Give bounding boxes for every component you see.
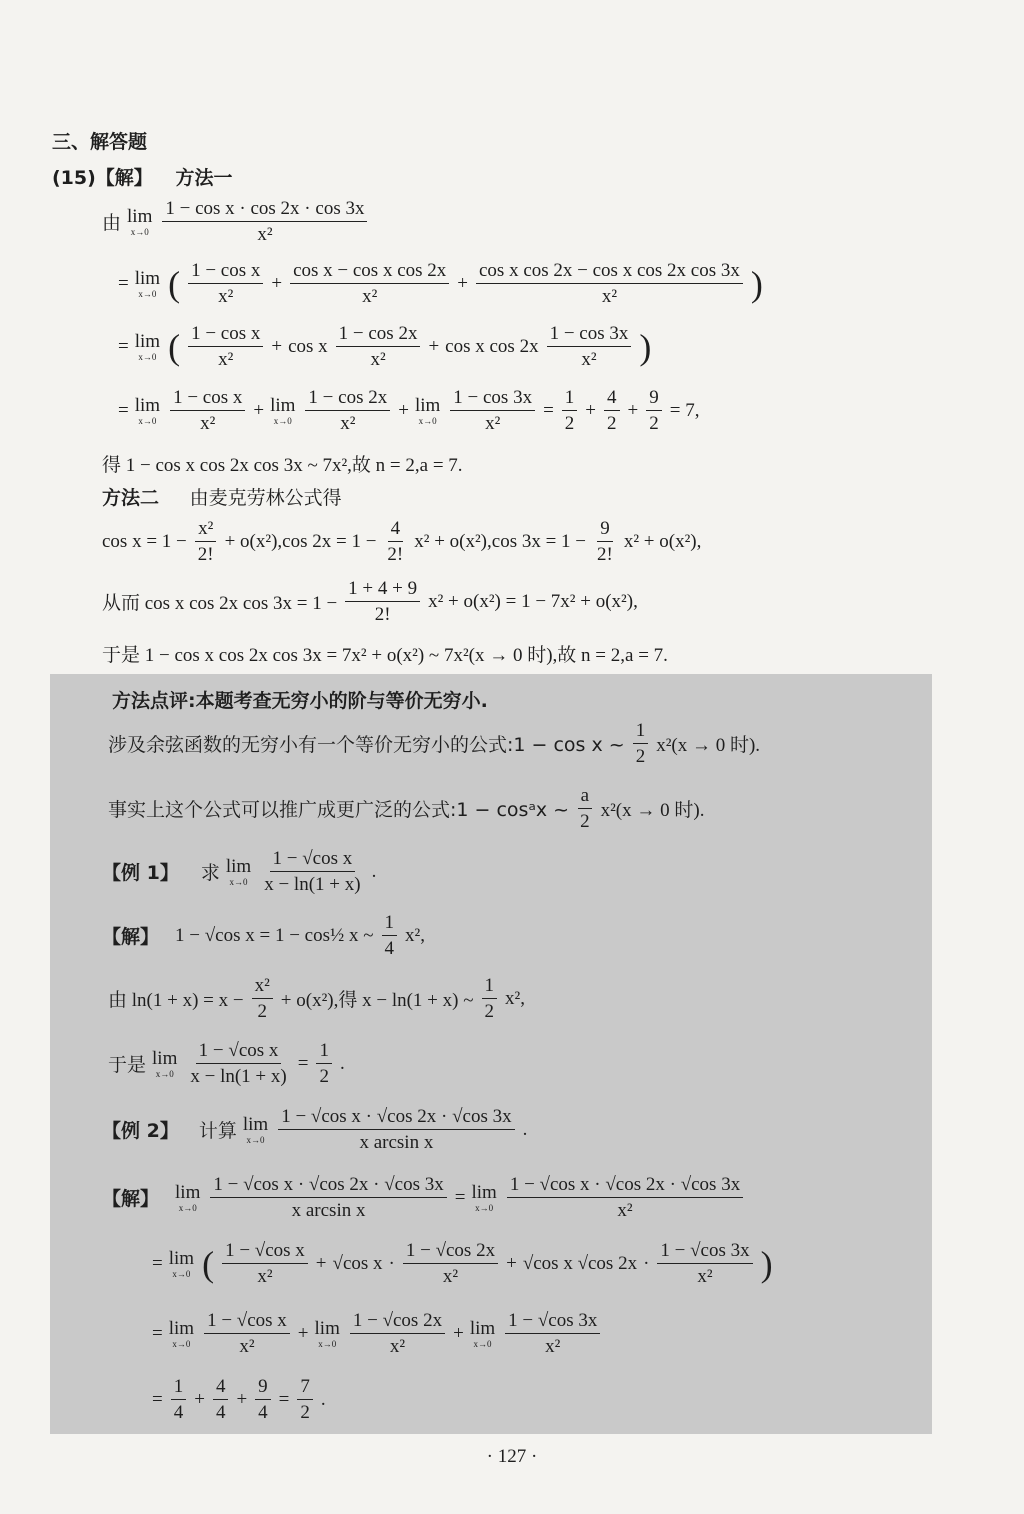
lim: [243, 1115, 268, 1145]
conclusion-1: 得 1 − cos x cos 2x cos 3x ~ 7x²,故 n = 2,a = 7.: [102, 455, 463, 476]
math-text: x² + o(x²) = 1 − 7x² + o(x²),: [428, 590, 638, 612]
math-text: x→0: [172, 1338, 191, 1349]
math-text: +: [627, 399, 639, 421]
fraction: [316, 1040, 332, 1088]
fraction: [210, 1174, 446, 1222]
math-text: 1: [562, 387, 578, 411]
fraction: [195, 518, 217, 566]
lim: [470, 1319, 495, 1349]
lim: [135, 332, 160, 362]
example-1: [102, 848, 376, 896]
math-text: 【解】: [102, 1188, 160, 1211]
math-text: 计算: [198, 1120, 237, 1143]
math-text: lim: [225, 855, 252, 877]
eq-line-2: [118, 260, 763, 308]
math-text: x→0: [273, 415, 292, 426]
congr-line: [102, 578, 638, 626]
math-text: 2: [319, 1065, 329, 1087]
lim: [415, 396, 440, 426]
math-text: lim: [471, 1181, 497, 1203]
math-text: x²: [340, 412, 356, 434]
math-text: lim: [134, 330, 161, 352]
math-text: (: [168, 326, 181, 367]
math-text: 4: [213, 1376, 229, 1400]
sol2-line2: [152, 1240, 773, 1288]
math-text: 1 − √cos 3x: [657, 1240, 752, 1264]
math-text: (: [168, 263, 181, 304]
math-text: 1 − √cos x · √cos 2x · √cos 3x: [210, 1174, 446, 1198]
math-text: =: [118, 272, 129, 294]
math-text: 从而 cos x cos 2x cos 3x = 1 −: [102, 593, 338, 615]
fraction: [252, 975, 273, 1023]
math-text: x²: [545, 1335, 561, 1357]
math-text: 1 − √cos 2x: [350, 1310, 445, 1334]
math-text: x²: [252, 975, 273, 999]
math-text: lim: [270, 394, 296, 416]
math-text: .: [320, 1388, 326, 1410]
math-text: x→0: [138, 415, 157, 426]
text-you: 由: [102, 212, 122, 235]
math-text: =: [152, 1388, 163, 1410]
math-text: 2: [580, 810, 590, 832]
math-text: x²: [218, 348, 234, 370]
math-text: 2: [484, 1000, 495, 1022]
math-text: x²: [239, 1335, 255, 1357]
math-text: lim: [314, 1317, 340, 1339]
math-text: ): [760, 1243, 773, 1284]
math-text: x²: [257, 223, 273, 245]
math-text: .: [339, 1052, 345, 1074]
math-text: 2: [257, 1000, 267, 1022]
math-text: x²: [370, 348, 386, 370]
math-text: 9: [646, 387, 662, 411]
math-text: .: [522, 1118, 528, 1140]
math-text: x²(x → 0 时).: [600, 800, 705, 822]
fraction: [350, 1310, 445, 1358]
math-text: 9: [597, 518, 613, 542]
math-text: +: [253, 399, 265, 421]
math-text: x²: [697, 1265, 713, 1287]
math-text: 1 − √cos 3x: [505, 1310, 600, 1334]
math-text: ·: [643, 1252, 650, 1274]
math-text: ): [750, 263, 763, 304]
math-text: 2: [635, 745, 646, 767]
math-text: cos x − cos x cos 2x: [290, 260, 449, 284]
math-text: +: [398, 399, 409, 421]
fraction: [657, 1240, 752, 1288]
math-text: x²: [200, 412, 216, 434]
lim: [175, 1183, 200, 1213]
math-text: x²,: [505, 987, 525, 1009]
math-text: x→0: [138, 351, 157, 362]
math-text: 1 − cos x · cos 2x · cos 3x: [162, 198, 367, 222]
math-text: 1 − cos 3x: [547, 323, 632, 347]
fraction: [482, 975, 498, 1023]
math-text: x→0: [246, 1134, 265, 1145]
sol2-line3: [152, 1310, 602, 1358]
math-text: √cos x: [332, 1252, 383, 1274]
fraction: [187, 1040, 289, 1088]
math-text: 涉及余弦函数的无穷小有一个等价无穷小的公式:1 − cos x ~: [108, 734, 625, 757]
fraction: [213, 1376, 229, 1424]
math-text: x − ln(1 + x): [264, 873, 361, 895]
math-text: 1 − √cos 2x: [403, 1240, 498, 1264]
math-text: +: [428, 335, 440, 357]
review-p2: [108, 785, 704, 833]
problem-label: [52, 163, 232, 190]
math-text: x arcsin x: [291, 1199, 366, 1221]
fraction: [336, 323, 421, 371]
fraction: [255, 1376, 271, 1424]
math-text: lim: [414, 394, 441, 416]
fraction: [633, 720, 649, 768]
math-text: (: [202, 1243, 215, 1284]
eq-line-3: [118, 323, 651, 371]
math-text: + o(x²),cos 2x = 1 −: [224, 530, 377, 552]
fraction: [505, 1310, 600, 1358]
fraction: [162, 198, 367, 246]
page-number: · 127 ·: [486, 1446, 538, 1467]
math-text: x²: [389, 1335, 406, 1357]
math-text: =: [278, 1388, 290, 1410]
math-text: +: [506, 1252, 517, 1274]
math-text: +: [297, 1322, 309, 1344]
eq-line-1: [102, 198, 369, 246]
fraction: [476, 260, 743, 308]
math-text: 1: [382, 912, 398, 936]
math-text: + o(x²),得 x − ln(1 + x) ~: [280, 990, 474, 1012]
fraction: [204, 1310, 290, 1358]
sol1-line2: [108, 975, 525, 1023]
yushi-line: 于是 1 − cos x cos 2x cos 3x = 7x² + o(x²) ~ 7x²(x → 0 时),故 n = 2,a = 7.: [102, 645, 668, 666]
math-text: .: [371, 860, 377, 882]
math-text: lim: [152, 1047, 178, 1069]
example-1-label: 【例 1】: [102, 862, 179, 885]
math-text: lim: [127, 205, 153, 227]
lim: [127, 207, 152, 237]
math-text: +: [315, 1252, 327, 1274]
section-title: 三、解答题: [52, 131, 148, 153]
math-text: 1 − √cos x · √cos 2x · √cos 3x: [507, 1174, 743, 1198]
lim: [226, 857, 251, 887]
math-text: =: [152, 1252, 163, 1274]
math-text: lim: [168, 1317, 195, 1339]
fraction: [188, 323, 263, 371]
fraction: [345, 578, 420, 626]
math-text: 4: [215, 1401, 226, 1423]
math-text: =: [118, 399, 129, 421]
math-text: 7: [297, 1376, 313, 1400]
lim: [315, 1319, 340, 1349]
example-2-label: 【例 2】: [102, 1120, 179, 1143]
fraction: [297, 1376, 313, 1424]
review-p1: [108, 720, 760, 768]
math-text: x − ln(1 + x): [190, 1065, 287, 1087]
math-text: 1 − √cos x: [222, 1240, 308, 1264]
fraction: [261, 848, 363, 896]
fraction: [403, 1240, 498, 1288]
math-text: =: [118, 335, 129, 357]
math-text: x→0: [178, 1202, 197, 1213]
math-text: x→0: [318, 1338, 337, 1349]
math-text: cos x cos 2x − cos x cos 2x cos 3x: [476, 260, 743, 284]
math-text: lim: [242, 1113, 269, 1135]
math-text: 2!: [197, 543, 214, 565]
math-text: ): [639, 326, 652, 367]
math-text: +: [453, 1322, 464, 1344]
math-text: x→0: [229, 876, 248, 887]
math-text: 2: [649, 412, 659, 434]
math-text: x² + o(x²),cos 3x = 1 −: [414, 530, 587, 552]
math-text: =: [543, 399, 554, 421]
math-text: 1 − √cos x · √cos 2x · √cos 3x: [278, 1106, 514, 1130]
lim: [135, 269, 160, 299]
math-text: lim: [168, 1247, 195, 1269]
math-text: 1: [171, 1376, 187, 1400]
math-text: 1 − √cos x = 1 − cos½ x ~: [175, 924, 374, 946]
math-text: 2!: [597, 543, 613, 565]
math-text: ·: [388, 1252, 395, 1274]
math-text: = 7,: [669, 399, 700, 421]
math-text: =: [454, 1186, 466, 1208]
math-text: +: [585, 399, 597, 421]
lim: [152, 1049, 177, 1079]
math-text: a: [578, 785, 592, 809]
math-text: 【解】: [102, 926, 160, 949]
sol2-line4: [152, 1376, 326, 1424]
math-text: x→0: [475, 1202, 494, 1213]
math-text: 1 − √cos x: [196, 1040, 282, 1064]
math-text: 2!: [387, 543, 404, 565]
math-text: 1 − cos x: [188, 260, 263, 284]
lim: [169, 1249, 194, 1279]
fraction: [562, 387, 578, 435]
math-text: =: [152, 1322, 163, 1344]
fraction: [507, 1174, 743, 1222]
method2-label: 方法二: [102, 487, 160, 509]
example-2: [102, 1106, 527, 1154]
math-text: 4: [604, 387, 620, 411]
fraction: [594, 518, 616, 566]
math-text: cos x = 1 −: [102, 530, 187, 552]
eq-line-4: [118, 387, 699, 435]
sol1-line3: [108, 1040, 345, 1088]
fraction: [305, 387, 390, 435]
fraction: [188, 260, 263, 308]
math-text: x²: [362, 285, 378, 307]
method2-intro: 由麦克劳林公式得: [189, 487, 342, 509]
math-text: x arcsin x: [359, 1131, 434, 1153]
math-text: +: [236, 1388, 248, 1410]
math-text: x²,: [405, 924, 425, 946]
math-text: √cos x √cos 2x: [522, 1252, 638, 1274]
fraction: [382, 912, 398, 960]
math-text: x²: [218, 285, 234, 307]
math-text: lim: [134, 394, 161, 416]
math-text: x² + o(x²),: [623, 530, 702, 552]
math-text: cos x: [288, 335, 328, 357]
math-text: 2: [564, 412, 575, 434]
math-text: 1 − √cos x: [270, 848, 356, 872]
math-text: x²: [257, 1265, 273, 1287]
lim: [135, 396, 160, 426]
lim: [471, 1183, 496, 1213]
math-text: 1: [633, 720, 649, 744]
math-text: 4: [384, 937, 395, 959]
math-text: 2: [607, 412, 617, 434]
math-text: 1 − cos 3x: [450, 387, 535, 411]
math-text: 1 + 4 + 9: [345, 578, 420, 602]
math-text: +: [194, 1388, 205, 1410]
fraction: [384, 518, 406, 566]
math-text: 1: [316, 1040, 332, 1064]
method1-label: 方法一: [175, 167, 233, 189]
math-text: x²: [195, 518, 216, 542]
math-text: +: [271, 272, 283, 294]
math-text: +: [457, 272, 468, 294]
math-text: lim: [134, 267, 161, 289]
math-text: x→0: [138, 288, 157, 299]
fraction: [604, 387, 620, 435]
math-text: 于是: [108, 1054, 147, 1077]
fraction: [646, 387, 662, 435]
math-text: 4: [173, 1401, 184, 1423]
fraction: [222, 1240, 308, 1288]
math-text: 事实上这个公式可以推广成更广泛的公式:1 − cosᵃx ~: [108, 799, 570, 822]
math-text: +: [271, 335, 283, 357]
review-title: 方法点评:本题考查无穷小的阶与等价无穷小.: [112, 690, 488, 712]
math-text: 1 − cos x: [170, 387, 245, 411]
math-text: 2!: [374, 603, 391, 625]
fraction: [450, 387, 535, 435]
math-text: 求: [200, 862, 220, 885]
math-text: 1: [482, 975, 498, 999]
math-text: x→0: [172, 1268, 191, 1279]
math-text: 由 ln(1 + x) = x −: [108, 990, 244, 1012]
math-text: 1 − cos 2x: [305, 387, 390, 411]
maclaurin-line: [102, 518, 701, 566]
method2-heading: [102, 483, 342, 510]
math-text: x→0: [155, 1068, 174, 1079]
math-text: cos x cos 2x: [445, 335, 539, 357]
math-text: x²(x → 0 时).: [656, 735, 761, 757]
math-text: lim: [175, 1181, 201, 1203]
math-text: 1 − √cos x: [204, 1310, 290, 1334]
math-text: 9: [255, 1376, 271, 1400]
lim: [270, 396, 295, 426]
math-text: =: [297, 1052, 309, 1074]
fraction: [170, 387, 245, 435]
math-text: x²: [442, 1265, 459, 1287]
fraction: [278, 1106, 514, 1154]
math-text: 2: [300, 1401, 310, 1423]
math-text: x→0: [418, 415, 437, 426]
math-text: 1 − cos x: [188, 323, 263, 347]
fraction: [290, 260, 449, 308]
sol1-line1: [102, 912, 425, 960]
math-text: x→0: [130, 226, 149, 237]
math-text: x²: [601, 285, 618, 307]
fraction: [577, 785, 593, 833]
math-text: x→0: [473, 1338, 492, 1349]
lim: [169, 1319, 194, 1349]
problem-number: (15)【解】: [52, 167, 153, 189]
math-text: 1 − cos 2x: [336, 323, 421, 347]
math-text: x²: [485, 412, 501, 434]
math-text: x²: [617, 1199, 633, 1221]
math-text: lim: [469, 1317, 496, 1339]
math-text: 4: [258, 1401, 268, 1423]
fraction: [171, 1376, 187, 1424]
sol2-line1: [102, 1174, 745, 1222]
math-text: 4: [388, 518, 404, 542]
math-text: x²: [581, 348, 597, 370]
fraction: [547, 323, 632, 371]
